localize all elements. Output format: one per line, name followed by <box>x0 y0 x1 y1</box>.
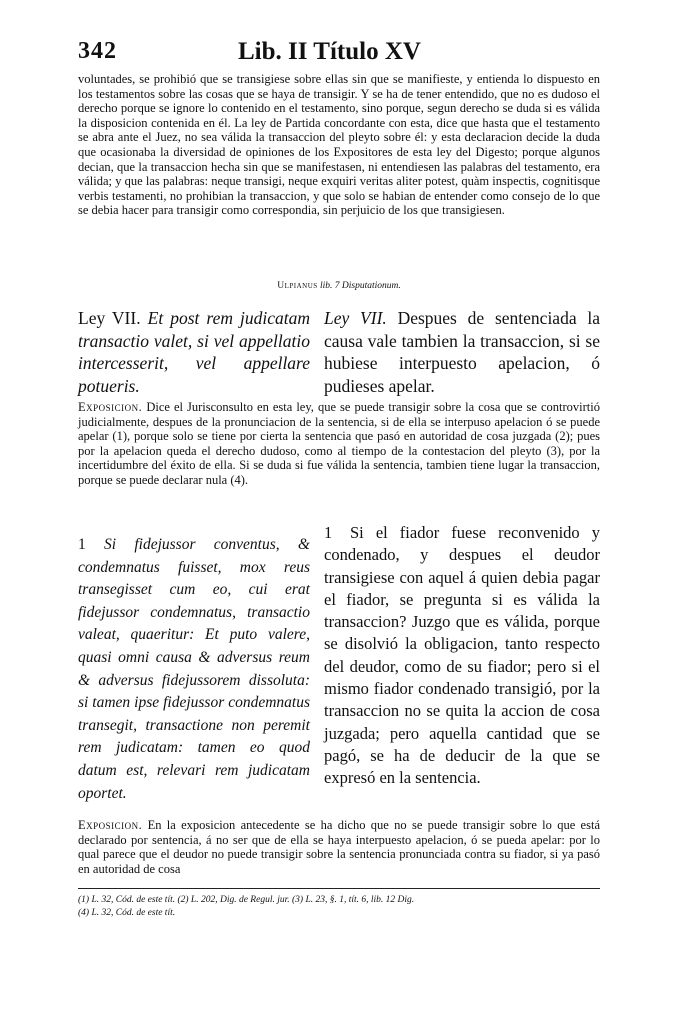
intro-paragraph: voluntades, se prohibió que se transigiese sobre ellas sin que se manifieste, y entienda lo dispuesto en los testamentos sobre las cosas que se haya de transigir. Y se ha de tener entendido, que no es dudoso el derecho porque se ignore lo contenido en el testamento, sino porque, segun derecho se duda si es válida la disposicion contenida en él. La ley de Partida concordante con esta, dice que hasta que el testamento se abra ante el Juez, no sea válida la transaccion del pleyto sobre él: y esta declaracion decide la duda que ocasionaba la diversidad de opiniones de los Expositores de esta ley del Digesto; porque algunos decian, que la transaccion hecha sin que se manifestasen, ni entendiesen las palabras del testamento, era válida; y que las palabras: neque transigi, neque exquiri veritas aliter potest, quàm inspectis, cognitisque verbis testamenti, no prohibian la transaccion, y que solo se habian de entender como consejo de lo que se debia hacer para transigir como correspondia, sin perjuicio de los que transigiesen. <box>78 72 600 218</box>
footnote-line-2: (4) L. 32, Cód. de este tít. <box>78 907 176 918</box>
footnote-divider <box>78 888 600 889</box>
exposicion-2-label: Exposicion. <box>78 818 143 832</box>
page-header <box>78 38 600 72</box>
exposicion-2-text: En la exposicion antecedente se ha dicho que no se puede transigir sobre lo que está declarado por sentencia, á no ser que de ella se haya interpuesto apelacion, ó se pueda apelar: por lo qual parece que el deudor no puede transigir sobre la sentencia pronunciada contra su fiador, si ya pasó en autoridad de cosa <box>78 818 600 876</box>
exposicion-2 <box>78 818 600 876</box>
ley-spanish-text: Despues de sentenciada la causa vale tambien la transaccion, si se hubiese interpuesto apelacion, ó pudieses apelar. <box>324 308 601 396</box>
ley-latin <box>78 307 310 397</box>
section-1-latin-text: Si fidejussor conventus, & condemnatus fuisset, mox reus transegisset cum eo, cui erat fidejussor condemnatus, transactio valeat, quaeritur: Et puto valere, quasi omni causa & adversus reum & adversus fidejussorem dissoluta: si tamen ipse fidejussor condemnatus transegit, transactione non peremit rem judicatam: tamen eo quod datum est, relevari rem judicatam oportet. <box>78 536 310 802</box>
ley-latin-text: Et post rem judicatam transactio valet, si vel appellatio intercesserit, vel appellare potueris. <box>78 308 310 396</box>
section-1-spanish-text: Si el fiador fuese reconvenido y condenado, y despues el deudor transigiese con aquel á quien debia pagar el fiador, se pregunta si es válida la transaccion? Juzgo que es válida, porque se disolvió la obligacion, tanto respecto del deudor, como de su fiador; pero si el mismo fiador condenado transigió, por la transaccion no se quita la accion de cosa juzgada; pero aquella cantidad que se pagó, se ha de deducir de la que se expresó en la sentencia. <box>324 523 600 788</box>
attribution <box>78 281 600 291</box>
section-1-spanish <box>324 522 600 790</box>
section-1-spanish-number: 1 <box>324 523 333 542</box>
ley-spanish <box>324 307 600 397</box>
exposicion-1-label: Exposicion. <box>78 400 143 414</box>
exposicion-1 <box>78 400 600 488</box>
ley-latin-label: Ley VII. <box>78 308 141 328</box>
ley-spanish-label: Ley VII. <box>324 308 387 328</box>
section-1-latin <box>78 534 310 805</box>
attribution-author: Ulpianus <box>277 281 318 291</box>
section-1-latin-number: 1 <box>78 536 86 553</box>
exposicion-1-text: Dice el Jurisconsulto en esta ley, que se puede transigir sobre la cosa que se controvirtió judicialmente, despues de la pronunciacion de la sentencia, si de ella se interpuso apelacion ó se puede apelar (1), porque solo se tiene por cierta la sentencia que pasó en autoridad de cosa juzgada (2); pues por la apelacion queda el derecho dudoso, como al tiempo de la contestacion del pleyto (3), por la incertidumbre del éxito de ella. Si se duda si fue válida la sentencia, tambien tiene lugar la transaccion, porque se puede declarar nula (4). <box>78 400 601 487</box>
footnotes <box>78 894 600 919</box>
attribution-work: lib. 7 Disputationum. <box>320 281 401 291</box>
running-title: Lib. II Título XV <box>238 38 421 65</box>
page-number: 342 <box>78 38 117 64</box>
footnote-line-1: (1) L. 32, Cód. de este tít. (2) L. 202, Dig. de Regul. jur. (3) L. 23, §. 1, tít. 6, lib. 12 Dig. <box>78 895 415 905</box>
